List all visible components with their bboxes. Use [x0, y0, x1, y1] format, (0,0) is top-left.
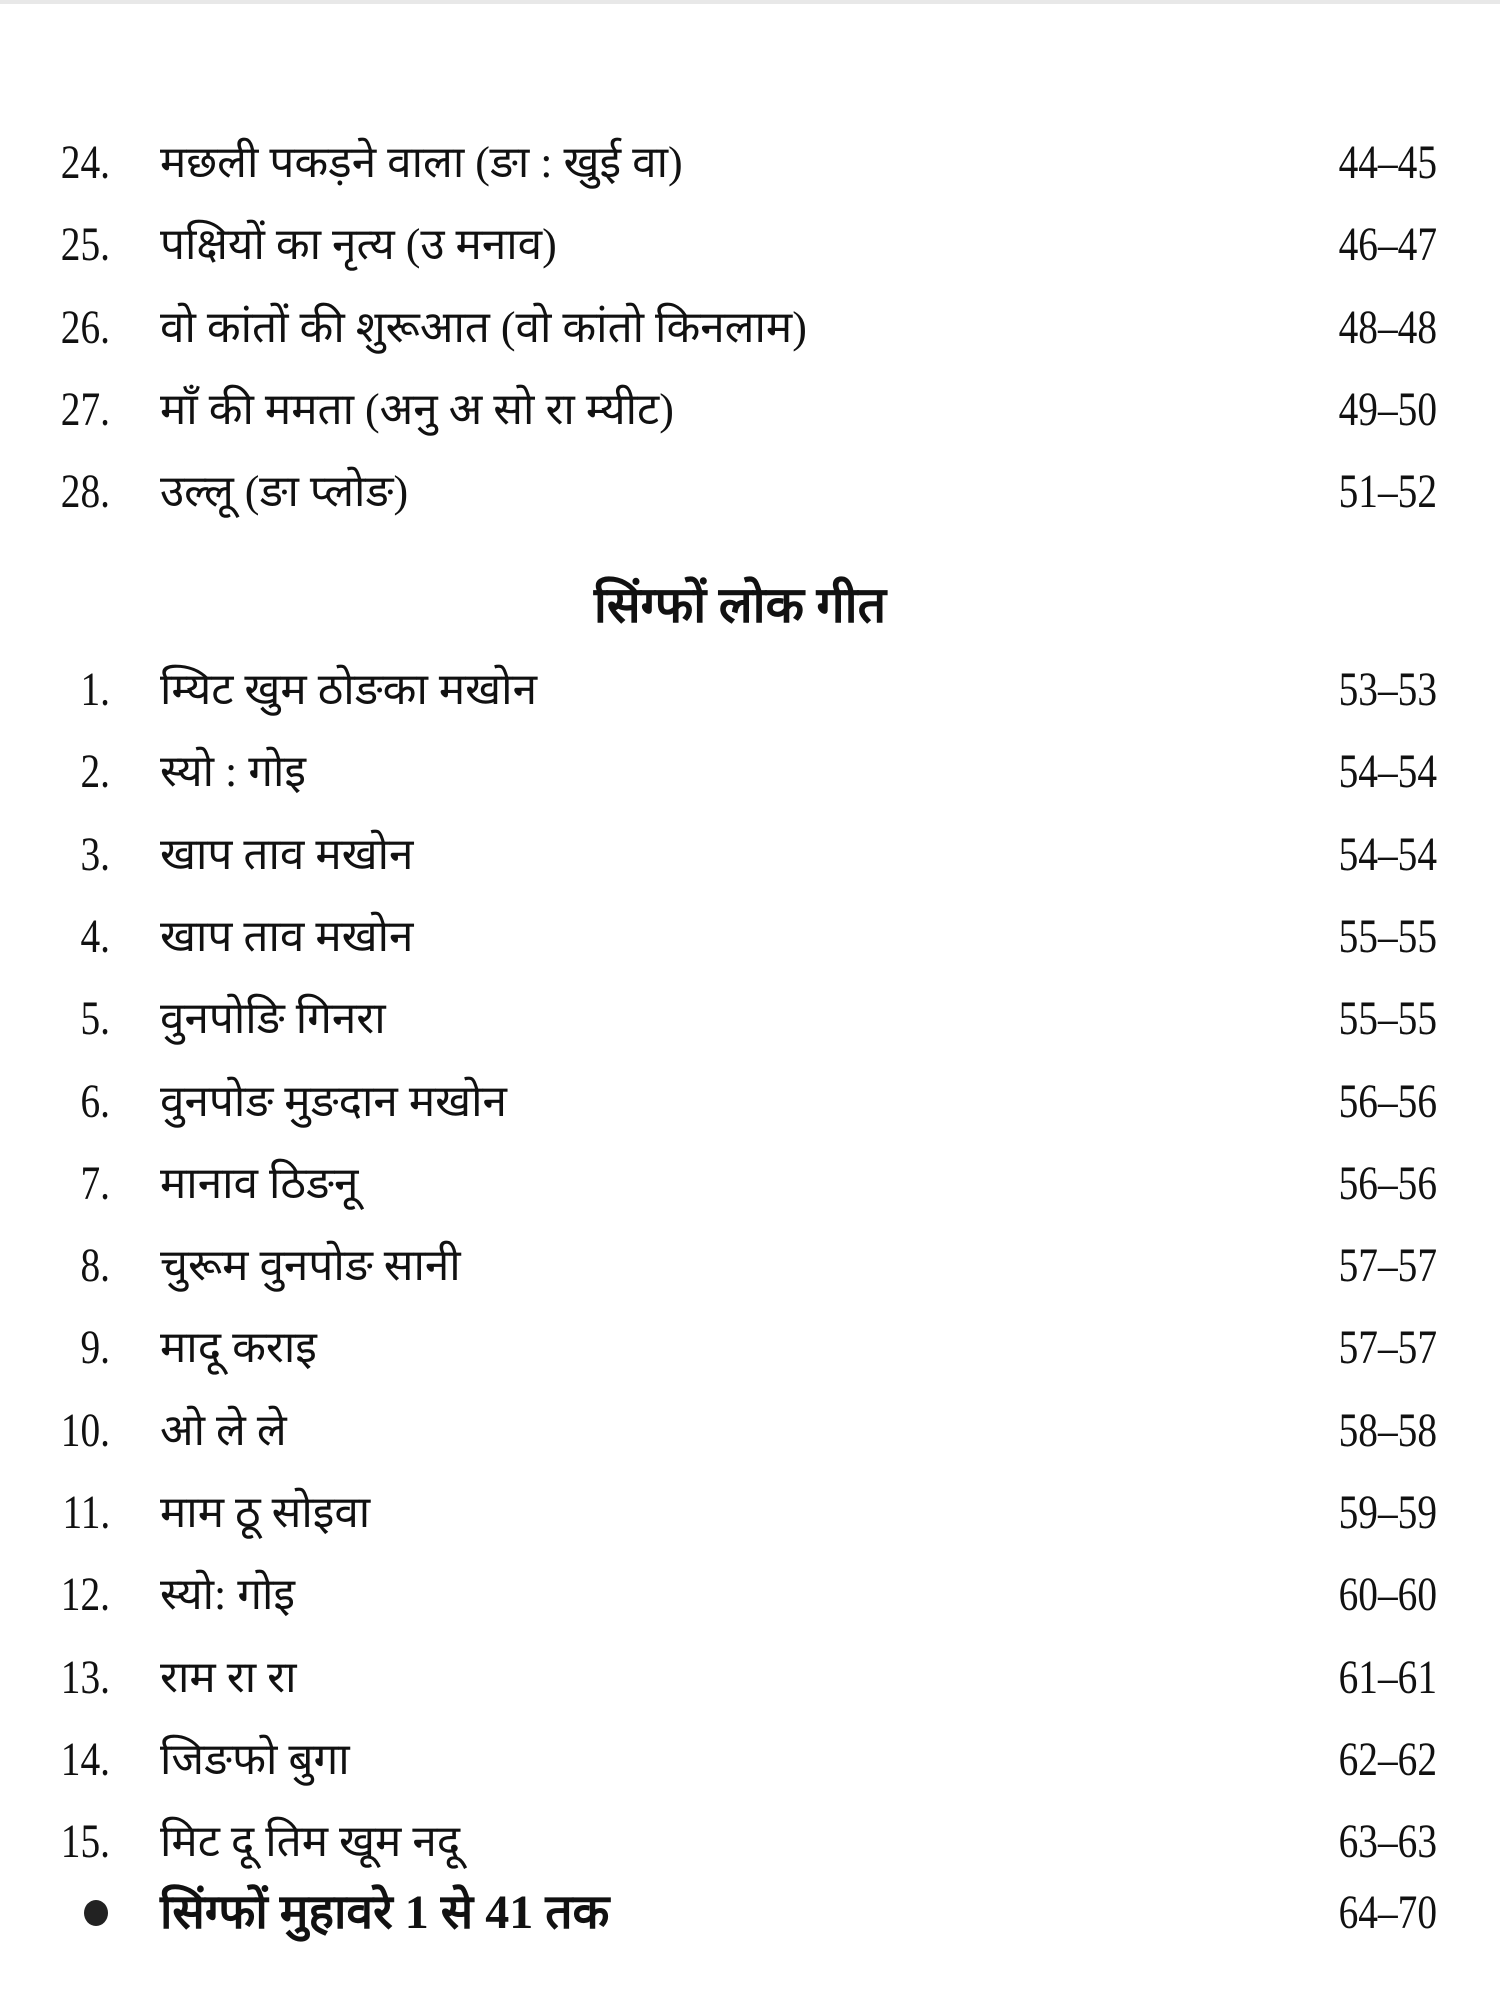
entry-title: राम रा रा: [160, 1652, 297, 1702]
toc-entry[interactable]: [0, 1231, 1500, 1301]
entry-number: 10.: [60, 1403, 110, 1457]
toc-entry[interactable]: [0, 457, 1500, 527]
entry-pages: 55–55: [1338, 909, 1437, 963]
entry-title: मादू कराइ: [160, 1323, 317, 1373]
entry-pages: 57–57: [1338, 1239, 1437, 1293]
entry-pages: 54–54: [1338, 827, 1437, 881]
toc-entry[interactable]: [0, 1807, 1500, 1877]
toc-entry[interactable]: [0, 820, 1500, 890]
entry-number: 3.: [80, 827, 110, 881]
toc-entry[interactable]: [0, 1643, 1500, 1713]
entry-number: 11.: [62, 1486, 110, 1539]
entry-title: खाप ताव मखोन: [160, 829, 414, 879]
entry-number: 6.: [80, 1074, 110, 1128]
entry-pages: 48–48: [1338, 300, 1437, 354]
toc-entry[interactable]: [0, 128, 1500, 198]
entry-title: माँ की ममता (अनु अ सो रा म्यीट): [160, 384, 674, 434]
entry-pages: 58–58: [1338, 1403, 1437, 1457]
entry-pages: 49–50: [1338, 382, 1437, 436]
entry-pages: 51–52: [1338, 465, 1437, 519]
entry-number: 4.: [80, 909, 110, 963]
entry-title: उल्लू (ङा प्लोङ): [160, 467, 409, 517]
entry-title: म्यिट खुम ठोङका मखोन: [160, 665, 537, 714]
toc-entry[interactable]: [0, 1313, 1500, 1383]
toc-entry[interactable]: [0, 293, 1500, 363]
toc-entry[interactable]: [0, 1560, 1500, 1630]
entry-number: 1.: [80, 663, 110, 716]
entry-number: 25.: [60, 218, 110, 272]
entry-title: स्यो: गोइ: [160, 1570, 296, 1620]
entry-title: मिट दू तिम खूम नदू: [160, 1817, 461, 1867]
toc-entry[interactable]: [0, 737, 1500, 807]
entry-pages: 62–62: [1338, 1732, 1437, 1786]
entry-number: 7.: [80, 1156, 110, 1210]
entry-pages: 64–70: [1338, 1886, 1437, 1939]
entry-title: ओ ले ले: [160, 1405, 287, 1455]
entry-pages: 56–56: [1338, 1156, 1437, 1210]
entry-title: स्यो : गोइ: [160, 747, 307, 797]
entry-pages: 60–60: [1338, 1568, 1437, 1622]
entry-title: खाप ताव मखोन: [160, 911, 414, 961]
toc-entry[interactable]: [0, 1149, 1500, 1219]
entry-pages: 63–63: [1338, 1815, 1437, 1869]
entry-title: वुनपोङ मुङदान मखोन: [160, 1076, 507, 1126]
entry-pages: 56–56: [1338, 1074, 1437, 1128]
entry-title: पक्षियों का नृत्य (उ मनाव): [160, 220, 557, 270]
toc-entry[interactable]: [0, 902, 1500, 972]
toc-entry[interactable]: [0, 1396, 1500, 1466]
entry-title: वुनपोङि गिनरा: [160, 994, 386, 1044]
entry-title: सिंग्फों मुहावरे 1 से 41 तक: [160, 1886, 610, 1939]
entry-pages: 44–45: [1338, 136, 1437, 189]
entry-title: मानाव ठिङनू: [160, 1158, 359, 1208]
toc-entry[interactable]: [0, 1725, 1500, 1795]
entry-number: 9.: [80, 1321, 110, 1375]
entry-number: 2.: [80, 745, 110, 799]
entry-number: 13.: [60, 1650, 110, 1704]
toc-entry[interactable]: [0, 375, 1500, 445]
entry-title: मछली पकड़ने वाला (ङा : खुई वा): [160, 138, 683, 187]
entry-pages: 59–59: [1338, 1486, 1437, 1539]
entry-pages: 53–53: [1338, 663, 1437, 716]
entry-title: चुरूम वुनपोङ सानी: [160, 1241, 461, 1291]
entry-number: 24.: [60, 136, 110, 189]
entry-number: 15.: [60, 1815, 110, 1869]
entry-title: वो कांतों की शुरूआत (वो कांतो किनलाम): [160, 302, 807, 352]
toc-entry[interactable]: [0, 984, 1500, 1054]
page-top-edge: [0, 0, 1500, 4]
toc-entry[interactable]: [0, 1067, 1500, 1137]
entry-number: 28.: [60, 465, 110, 519]
entry-number: 5.: [80, 992, 110, 1046]
entry-pages: 54–54: [1338, 745, 1437, 799]
entry-number: 14.: [60, 1732, 110, 1786]
entry-number: 27.: [60, 382, 110, 436]
entry-pages: 61–61: [1338, 1650, 1437, 1704]
entry-number: 26.: [60, 300, 110, 354]
entry-title: जिङफो बुगा: [160, 1734, 350, 1784]
section-heading-folk-songs: सिंग्फों लोक गीत: [593, 577, 887, 633]
toc-entry[interactable]: [0, 655, 1500, 725]
toc-entry[interactable]: [0, 1478, 1500, 1548]
bullet-icon: [84, 1900, 108, 1926]
entry-pages: 46–47: [1338, 218, 1437, 272]
entry-pages: 57–57: [1338, 1321, 1437, 1375]
entry-pages: 55–55: [1338, 992, 1437, 1046]
entry-number: 8.: [80, 1239, 110, 1293]
entry-number: 12.: [60, 1568, 110, 1622]
toc-entry[interactable]: [0, 210, 1500, 280]
entry-title: माम ठू सोइवा: [160, 1488, 371, 1537]
toc-entry-idioms[interactable]: [0, 1878, 1500, 1948]
